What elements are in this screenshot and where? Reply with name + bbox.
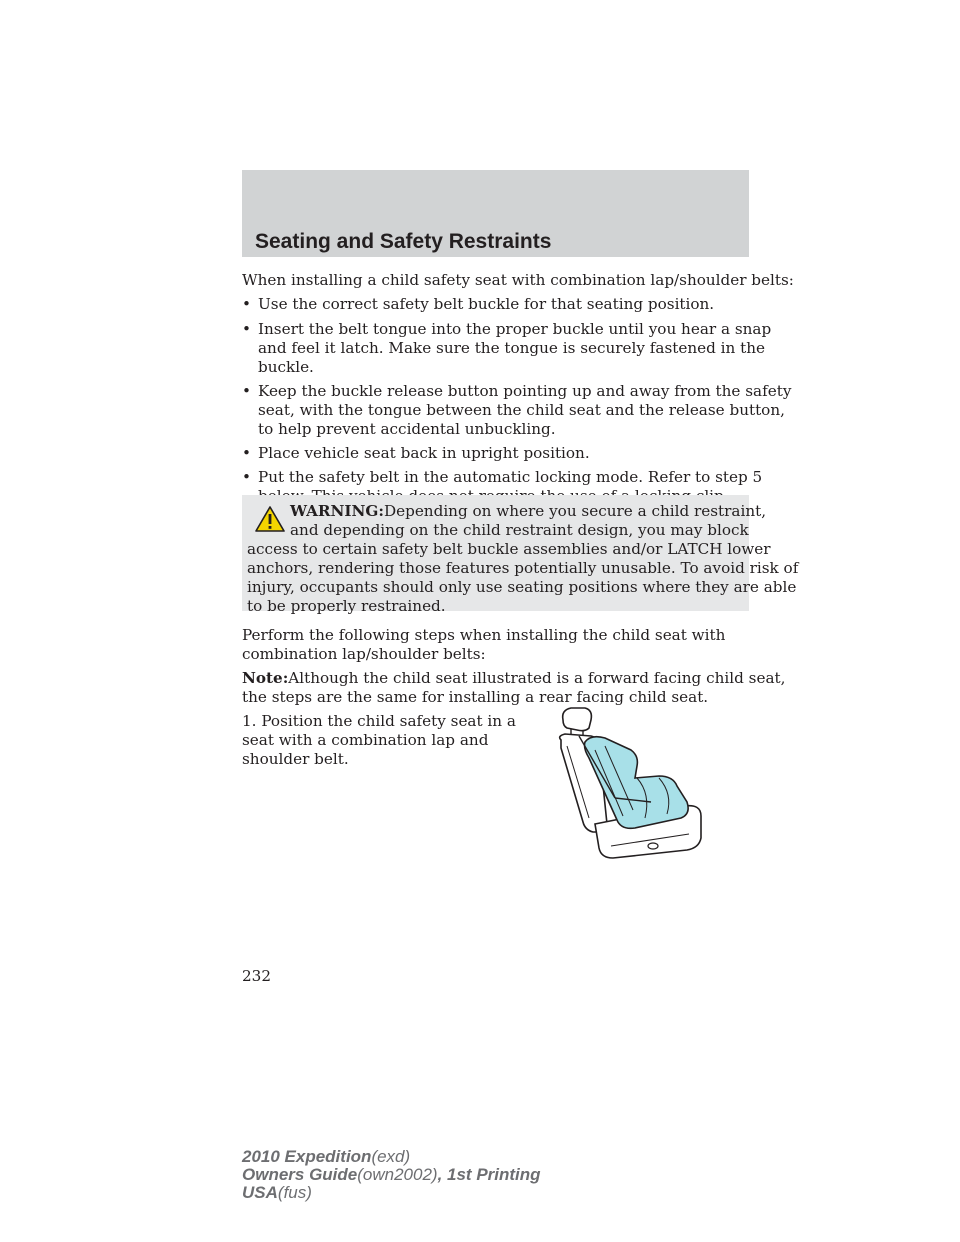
steps-intro-line-2: combination lap/shoulder belts: (242, 645, 486, 663)
footer-model-code: (exd) (371, 1147, 411, 1166)
footer-line-1 (242, 1148, 410, 1166)
bullet-4-line-1: Place vehicle seat back in upright position. (258, 444, 590, 462)
footer-printing: , 1st Printing (437, 1165, 541, 1184)
note-label: Note: (242, 669, 289, 687)
child-seat-illustration (555, 706, 705, 861)
footer-model: 2010 Expedition (242, 1147, 372, 1166)
warning-line-6: to be properly restrained. (247, 597, 446, 615)
bullet-2-line-2: and feel it latch. Make sure the tongue is securely fastened in the (258, 339, 766, 357)
warning-triangle-icon (254, 505, 286, 533)
footer-line-2 (242, 1166, 541, 1184)
warning-first-line (290, 502, 766, 521)
bullet-marker: • (242, 382, 251, 400)
warning-line-5: injury, occupants should only use seating positions where they are able (247, 578, 797, 596)
step-1-line-3: shoulder belt. (242, 750, 349, 768)
bullet-3-line-1: Keep the buckle release button pointing up and away from the safety (258, 382, 792, 400)
intro-paragraph: When installing a child safety seat with combination lap/shoulder belts: (242, 271, 794, 289)
bullet-5-line-1: Put the safety belt in the automatic locking mode. Refer to step 5 (258, 468, 763, 486)
warning-label: WARNING: (290, 502, 384, 520)
bullet-3-line-2: seat, with the tongue between the child seat and the release button, (258, 401, 785, 419)
footer-region-code: (fus) (277, 1183, 312, 1202)
page-number: 232 (242, 967, 271, 985)
bullet-marker: • (242, 295, 251, 313)
bullet-1-line-1: Use the correct safety belt buckle for that seating position. (258, 295, 715, 313)
bullet-2-line-3: buckle. (258, 358, 314, 376)
bullet-marker: • (242, 468, 251, 486)
steps-intro-line-1: Perform the following steps when installing the child seat with (242, 626, 726, 644)
bullet-2-line-1: Insert the belt tongue into the proper buckle until you hear a snap (258, 320, 772, 338)
section-title: Seating and Safety Restraints (255, 230, 552, 253)
step-1-line-2: seat with a combination lap and (242, 731, 489, 749)
footer-region: USA (242, 1183, 278, 1202)
warning-line-2: and depending on the child restraint design, you may block (290, 521, 749, 539)
bullet-3-line-3: to help prevent accidental unbuckling. (258, 420, 556, 438)
warning-line-3: access to certain safety belt buckle assemblies and/or LATCH lower (247, 540, 771, 558)
note-line-1 (242, 669, 786, 688)
footer-guide: Owners Guide (242, 1165, 358, 1184)
step-1-line-1: 1. Position the child safety seat in a (242, 712, 516, 730)
bullet-marker: • (242, 320, 251, 338)
footer-line-3 (242, 1184, 312, 1202)
footer-guide-code: (own2002) (357, 1165, 438, 1184)
note-line-2: the steps are the same for installing a rear facing child seat. (242, 688, 709, 706)
bullet-marker: • (242, 444, 251, 462)
note-first-text: Although the child seat illustrated is a forward facing child seat, (288, 669, 786, 687)
warning-line-4: anchors, rendering those features potentially unusable. To avoid risk of (247, 559, 799, 577)
warning-first-text: Depending on where you secure a child restraint, (383, 502, 767, 520)
